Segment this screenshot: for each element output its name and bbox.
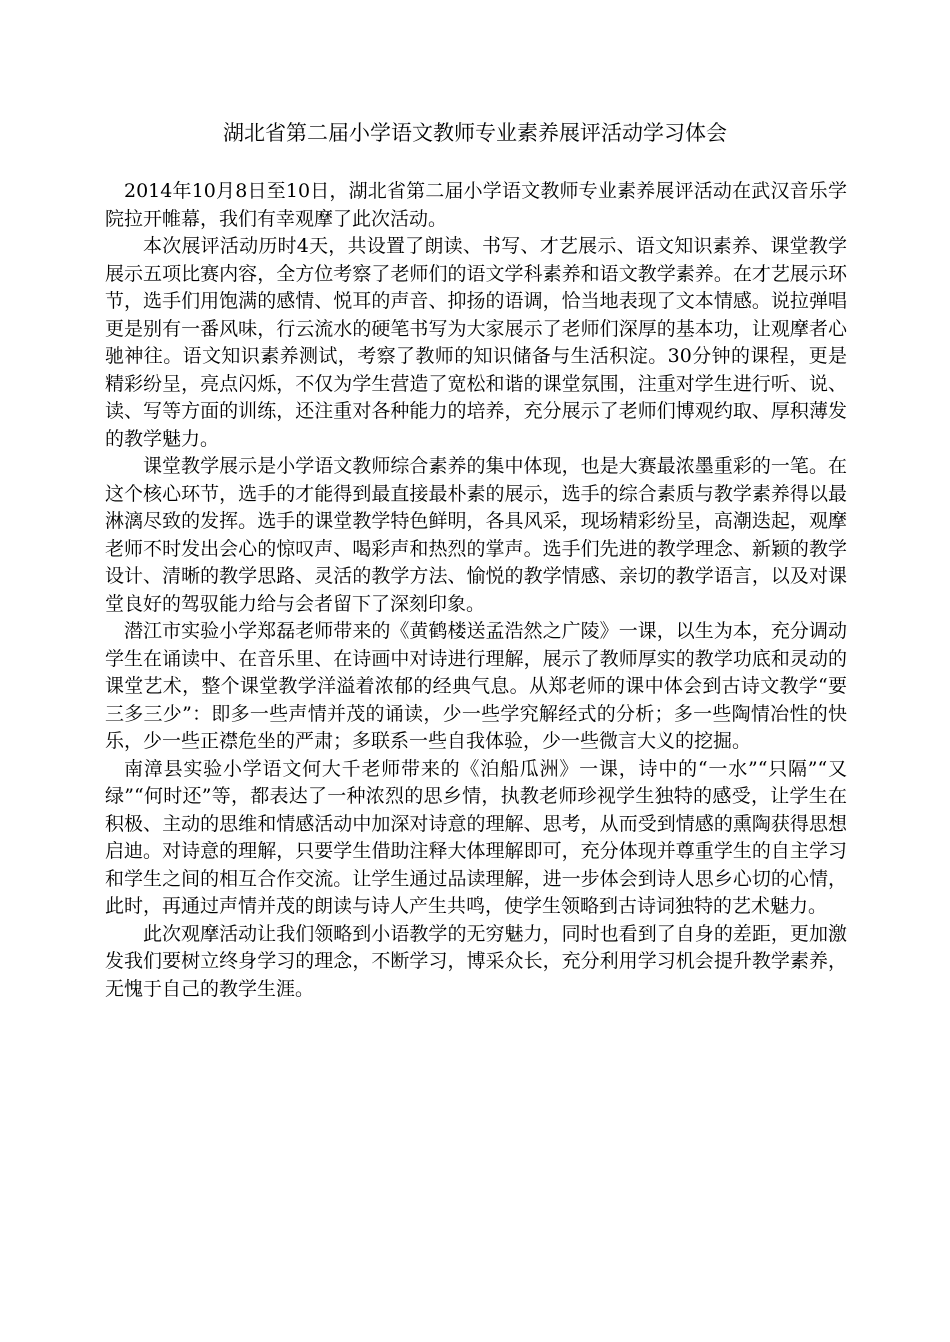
paragraph-classroom-showcase: 课堂教学展示是小学语文教师综合素养的集中体现，也是大赛最浓墨重彩的一笔。在这个核心环节，选手的才能得到最直接最朴素的展示，选手的综合素质与教学素养得以最淋漓尽致的发挥。选手的课堂教学特色鲜明，各具风采，现场精彩纷呈，高潮迭起，观摩老师不时发出会心的惊叹声、喝彩声和热烈的掌声。选手们先进的教学理念、新颖的教学设计、清晰的教学思路、灵活的教学方法、愉悦的教学情感、亲切的教学语言，以及对课堂良好的驾驭能力给与会者留下了深刻印象。	[105, 455, 847, 615]
paragraph-overview: 本次展评活动历时4天，共设置了朗读、书写、才艺展示、语文知识素养、课堂教学展示五项比赛内容，全方位考察了老师们的语文学科素养和语文教学素养。在才艺展示环节，选手们用饱满的感情、悦耳的声音、抑扬的语调，恰当地表现了文本情感。说拉弹唱更是别有一番风味，行云流水的硬笔书写为大家展示了老师们深厚的基本功，让观摩者心驰神往。语文知识素养测试，考察了教师的知识储备与生活积淀。30分钟的课程，更是精彩纷呈，亮点闪烁，不仅为学生营造了宽松和谐的课堂氛围，注重对学生进行听、说、读、写等方面的训练，还注重对各种能力的培养，充分展示了老师们博观约取、厚积薄发的教学魅力。	[105, 235, 847, 450]
paragraph-conclusion: 此次观摩活动让我们领略到小语教学的无穷魅力，同时也看到了自身的差距，更加激发我们要树立终身学习的理念，不断学习，博采众长，充分利用学习机会提升教学素养，无愧于自己的教学生涯。	[105, 922, 847, 1000]
document-title: 湖北省第二届小学语文教师专业素养展评活动学习体会	[223, 121, 727, 145]
paragraph-zheng-lesson: 潜江市实验小学郑磊老师带来的《黄鹤楼送孟浩然之广陵》一课，以生为本，充分调动学生在诵读中、在音乐里、在诗画中对诗进行理解，展示了教师厚实的教学功底和灵动的课堂艺术，整个课堂教学洋溢着浓郁的经典气息。从郑老师的课中体会到古诗文教学“要三多三少”：即多一些声情并茂的诵读，少一些学究解经式的分析；多一些陶情冶性的快乐，少一些正襟危坐的严肃；多联系一些自我体验，少一些微言大义的挖掘。	[105, 620, 847, 752]
paragraph-he-lesson: 南漳县实验小学语文何大千老师带来的《泊船瓜洲》一课，诗中的“一水”“只隔”“又绿”“何时还”等，都表达了一种浓烈的思乡情，执教老师珍视学生独特的感受，让学生在积极、主动的思维和情感活动中加深对诗意的理解、思考，从而受到情感的熏陶获得思想启迪。对诗意的理解，只要学生借助注释大体理解即可，充分体现并尊重学生的自主学习和学生之间的相互合作交流。让学生通过品读理解，进一步体会到诗人思乡心切的心情，此时，再通过声情并茂的朗读与诗人产生共鸣，使学生领略到古诗词独特的艺术魅力。	[105, 757, 847, 917]
document-body	[105, 178, 847, 1003]
paragraph-intro: 2014年10月8日至10日，湖北省第二届小学语文教师专业素养展评活动在武汉音乐学院拉开帷幕，我们有幸观摩了此次活动。	[105, 180, 847, 230]
